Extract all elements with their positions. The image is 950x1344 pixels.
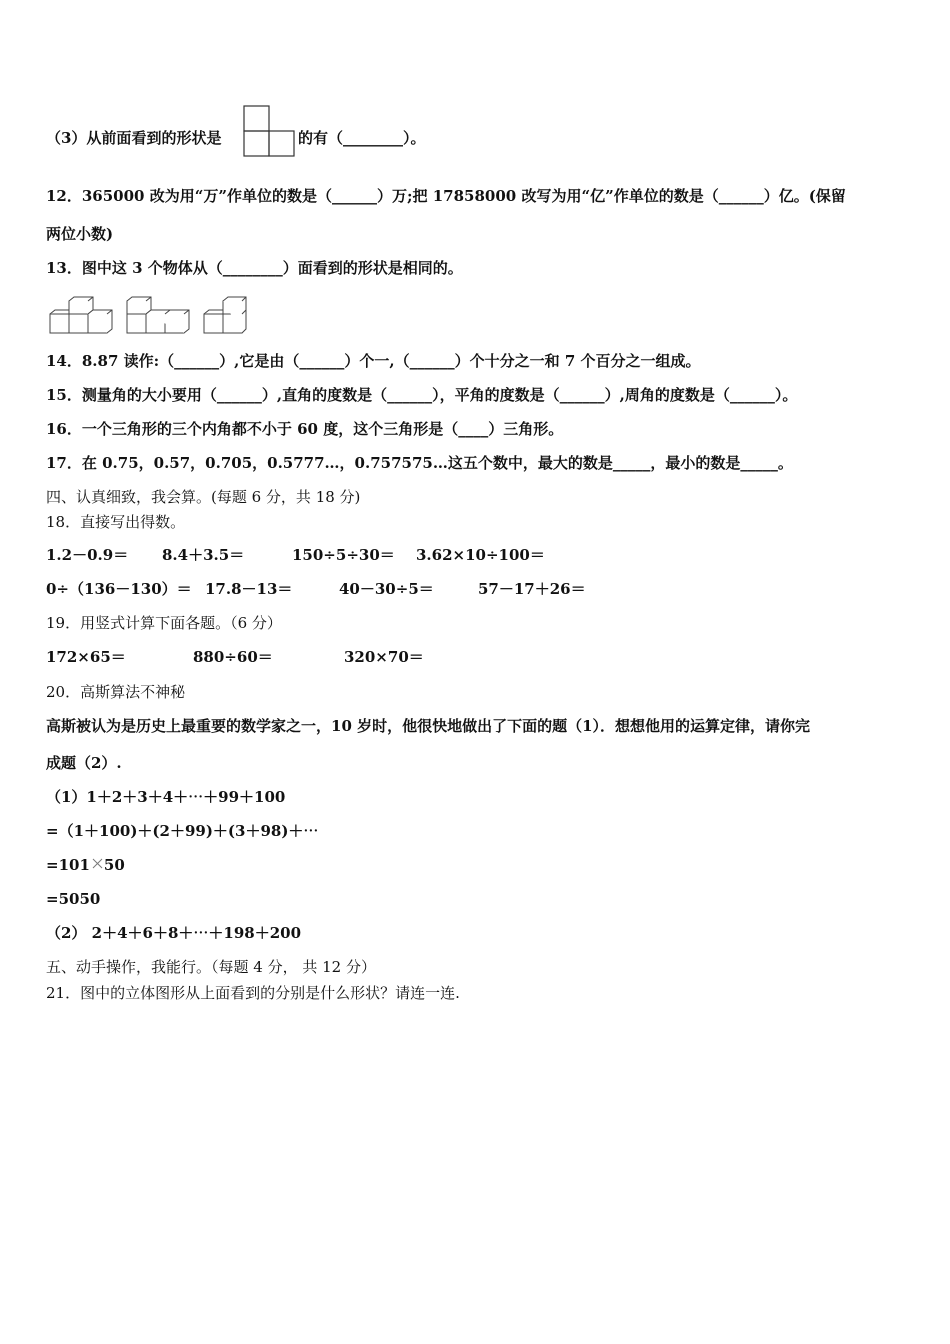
q20-title: 20．高斯算法不神秘: [46, 683, 186, 701]
q18-row2-item3: 40－30÷5＝: [339, 580, 434, 598]
cube-object-3-icon: [202, 295, 252, 335]
multiply-sign-icon: [90, 857, 104, 871]
q18-row1-item3: 150÷5÷30＝: [292, 546, 395, 564]
q19-item1: 172×65＝: [46, 648, 126, 666]
q19-item2: 880÷60＝: [193, 648, 273, 666]
q18-row2-item4: 57－17＋26＝: [478, 580, 586, 598]
cube-object-1-icon: [48, 295, 116, 335]
q20-step4: =5050: [46, 890, 101, 908]
q18-row1-item2: 8.4＋3.5＝: [162, 546, 245, 564]
cube-object-2-icon: [125, 295, 193, 335]
q20-step1: （1）1＋2＋3＋4＋⋯＋99＋100: [46, 788, 286, 806]
q14-text: 14．8.87 读作:（______）,它是由（______）个一,（______）个十分之一和 7 个百分之一组成。: [46, 352, 701, 370]
q15-text: 15．测量角的大小要用（______）,直角的度数是（______），平角的度数是（______）,周角的度数是（______）。: [46, 386, 798, 404]
q20-part2: （2） 2＋4＋6＋8＋⋯＋198＋200: [46, 924, 302, 942]
q20-step3-left: =101: [46, 856, 90, 874]
q11-3-line: [46, 128, 221, 148]
q18-row2-item1: 0÷（136－130）＝: [46, 580, 192, 598]
q19-title: 19．用竖式计算下面各题。（6 分）: [46, 614, 282, 632]
q12-line2: 两位小数): [46, 225, 114, 243]
q20-intro-line1: 高斯被认为是历史上最重要的数学家之一，10 岁时，他很快地做出了下面的题（1）．想想他用的运算定律，请你完: [46, 717, 811, 735]
q18-title: 18．直接写出得数。: [46, 513, 186, 531]
q18-row1-item4: 3.62×10÷100＝: [416, 546, 545, 564]
q16-text: 16．一个三角形的三个内角都不小于 60 度，这个三角形是（____）三角形。: [46, 420, 564, 438]
front-view-shape-icon: [243, 105, 295, 157]
q18-row2-item2: 17.8－13＝: [205, 580, 293, 598]
q19-item3: 320×70＝: [344, 648, 424, 666]
q18-row1-item1: 1.2－0.9＝: [46, 546, 129, 564]
q13-text: 13．图中这 3 个物体从（________）面看到的形状是相同的。: [46, 259, 463, 277]
section-5-title: 五、动手操作，我能行。（每题 4 分， 共 12 分）: [46, 958, 376, 976]
q11-3-suffix: 的有（________）。: [298, 129, 426, 147]
q20-step3: [46, 855, 125, 875]
q20-step3-right: 50: [103, 856, 125, 874]
q17-text: 17．在 0.75，0.57，0.705，0.5777…，0.757575…这五个数中，最大的数是_____，最小的数是_____。: [46, 454, 793, 472]
q21-text: 21．图中的立体图形从上面看到的分别是什么形状？请连一连.: [46, 984, 460, 1002]
q12-line1: 12．365000 改为用“万”作单位的数是（______）万;把 17858000 改写为用“亿”作单位的数是（______）亿。(保留: [46, 187, 846, 205]
q11-3-prefix: （3）从前面看到的形状是: [46, 129, 222, 147]
section-4-title: 四、认真细致，我会算。(每题 6 分，共 18 分): [46, 488, 361, 506]
q20-intro-line2: 成题（2）.: [46, 754, 122, 772]
q20-step2: =（1＋100)＋(2＋99)＋(3＋98)＋⋯: [46, 822, 319, 840]
